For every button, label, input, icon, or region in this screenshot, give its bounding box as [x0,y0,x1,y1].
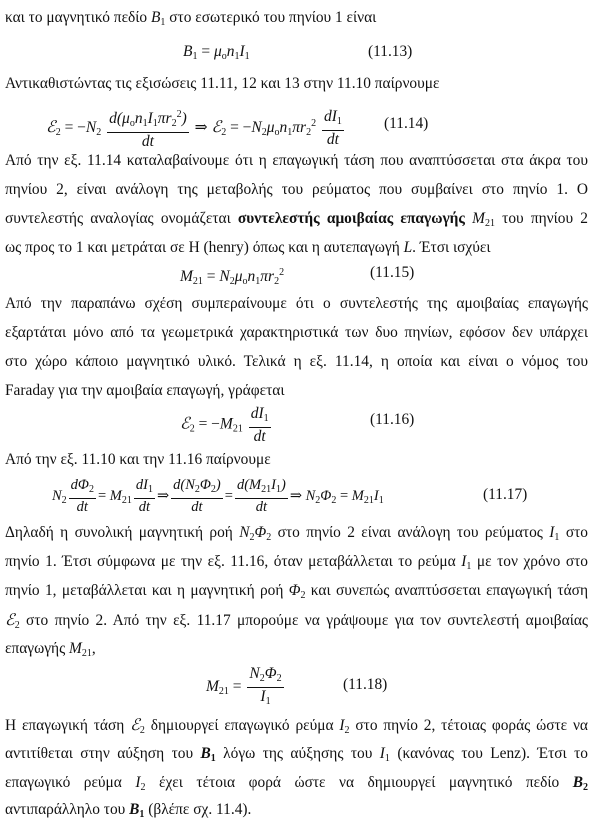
text: στο [559,524,588,541]
text-line: επαγωγής $M_{21}$, [5,640,96,659]
text: Η επαγωγική τάση [5,717,131,734]
text: αντιτίθεται στην αύξηση του [5,745,201,762]
equation-number: (11.17) [483,486,528,503]
text: επαγωγής [5,640,70,657]
equation-11-16: ℰ$_2$ = $-M_{21}$ $\frac{dI_1}{dt}$ [180,405,269,445]
text: στο εσωτερικό του πηνίου 1 είναι [165,9,377,26]
text-line: αντιτίθεται στην αύξηση του $B_1$ λόγω της αύξησης του $I_1$ (κανόνας του Lenz). Έτσι το [5,745,588,764]
text: ως προς το 1 και μετράται σε Η (henry) όπως και η αυτεπαγωγή [5,239,404,256]
text: στο πηνίο 2. Από την εξ. 11.17 μπορούμε να γράψουμε για τον συντελεστή αμοιβαίας [19,612,588,629]
text: πηνίο 1, μεταβάλλεται και η μαγνητική ροή [5,582,289,599]
equation-11-14: ℰ$_2$ = $-N_2$ $\frac{d(\mu_on_1I_1\pi r_2^2)}{dt}$ ⇒ ℰ$_2$ = $-N_2\mu_on_1\pi r_2^2$ $\frac{dI_1}{dt}$ [46,108,342,151]
text-line: Από την εξ. 11.14 καταλαβαίνουμε ότι η επαγωγική τάση που αναπτύσσεται στα άκρα του [5,152,588,169]
text: δημιουργεί επαγωγικό ρεύμα [144,717,340,734]
text: (κανόνας του Lenz). Έτσι το [389,745,588,762]
text: στο πηνίο 2 είναι ανάλογη του ρεύματος [271,524,550,541]
equation-number: (11.16) [370,411,415,428]
text: πηνίο 1. Έτσι σύμφωνα με την εξ. 11.16, όταν μεταβάλλεται το ρεύμα [5,553,462,570]
text-line: Faraday για την αμοιβαία επαγωγή, γράφεται [5,382,285,399]
text: και συνεπώς αναπτύσσεται επαγωγική τάση [305,582,588,599]
text: με τον χρόνο στο [471,553,588,570]
text-line: Από την παραπάνω σχέση συμπεραίνουμε ότι ο συντελεστής της αμοιβαίας επαγωγής [5,295,588,312]
text: αντιπαράλληλο του [5,801,130,818]
equation-number: (11.15) [370,264,415,281]
text-line: Από την εξ. 11.10 και την 11.16 παίρνουμε [5,451,271,468]
text: και το μαγνητικό πεδίο [5,9,151,26]
text-line: αντιπαράλληλο του $B_1$ (βλέπε σχ. 11.4). [5,801,252,820]
text: συντελεστής αναλογίας ονομάζεται [5,210,238,227]
text-line: εξαρτάται μόνο από τα γεωμετρικά χαρακτηριστικά των δυο πηνίων, εφόσον δεν υπάρχει [5,324,588,341]
text: του πηνίου 2 [494,210,588,227]
text-line: και το μαγνητικό πεδίο $B_1$ στο εσωτερικό του πηνίου 1 είναι [5,9,377,28]
text-line: πηνίο 1, μεταβάλλεται και η μαγνητική ροή $\Phi_2$ και συνεπώς αναπτύσσεται επαγωγική τάση [5,582,588,601]
term-mutual-inductance: συντελεστής αμοιβαίας επαγωγής [237,210,465,227]
text-line: ως προς το 1 και μετράται σε Η (henry) όπως και η αυτεπαγωγή L. Έτσι ισχύει [5,239,491,256]
text: επαγωγικό ρεύμα [5,774,136,791]
text: στο πηνίο 2, τέτοιας φοράς ώστε να [349,717,588,734]
text-line: Η επαγωγική τάση ℰ$_2$ δημιουργεί επαγωγικό ρεύμα $I_2$ στο πηνίο 2, τέτοιας φοράς ώστε να [5,715,588,736]
text-line: ℰ$_2$ στο πηνίο 2. Από την εξ. 11.17 μπορούμε να γράψουμε για τον συντελεστή αμοιβαίας [5,610,588,631]
text-line: Δηλαδή η συνολική μαγνητική ροή $N_2\Phi_2$ στο πηνίο 2 είναι ανάλογη του ρεύματος $I_1$ στο [5,524,588,543]
equation-11-15: $M_{21} = N_2\mu_on_1\pi r_2^2$ [180,267,285,287]
text-line: επαγωγικό ρεύμα $I_2$ έχει τέτοια φορά ώστε να δημιουργεί μαγνητικό πεδίο $B_2$ [5,774,588,793]
equation-number: (11.18) [343,676,388,693]
equation-11-18: $M_{21}$ = $\frac{N_2\Phi_2}{I_1}$ [206,665,282,707]
text-line: Αντικαθιστώντας τις εξισώσεις 11.11, 12 και 13 στην 11.10 παίρνουμε [5,75,440,92]
equation-11-17: $N_2$ $\frac{d\Phi_2}{dt}$ = $M_{21}$ $\frac{dI_1}{dt}$ ⇒ $\frac{d(N_2\Phi_2)}{dt}$ = $\frac{d(M_{21}I_1)}{dt}$ ⇒ $N_2\Phi_2 = M_{21}I_1$ [52,477,384,515]
text: . Έτσι ισχύει [412,239,491,256]
text-line: συντελεστής αναλογίας ονομάζεται συντελεστής αμοιβαίας επαγωγής $M_{21}$ του πηνίου 2 [5,210,588,229]
equation-number: (11.13) [368,43,413,60]
text-line: στο χώρο κάποιο μαγνητικό υλικό. Τελικά η εξ. 11.14, η οποία και είναι ο νόμος του [5,353,588,370]
text: λόγω της αύξησης του [215,745,380,762]
text: έχει τέτοια φορά ώστε να δημιουργεί μαγνητικό πεδίο [145,774,573,791]
text: (βλέπε σχ. 11.4). [144,801,252,818]
text-line: πηνίο 1. Έτσι σύμφωνα με την εξ. 11.16, όταν μεταβάλλεται το ρεύμα $I_1$ με τον χρόνο στο [5,553,588,572]
text: Δηλαδή η συνολική μαγνητική ροή [5,524,240,541]
equation-number: (11.14) [384,115,429,132]
equation-11-13: $B_1 = \mu_on_1I_1$ [183,43,250,62]
text-line: πηνίου 2, είναι ανάλογη της μεταβολής του ρεύματος που συμβαίνει στο πηνίο 1. Ο [5,181,588,198]
